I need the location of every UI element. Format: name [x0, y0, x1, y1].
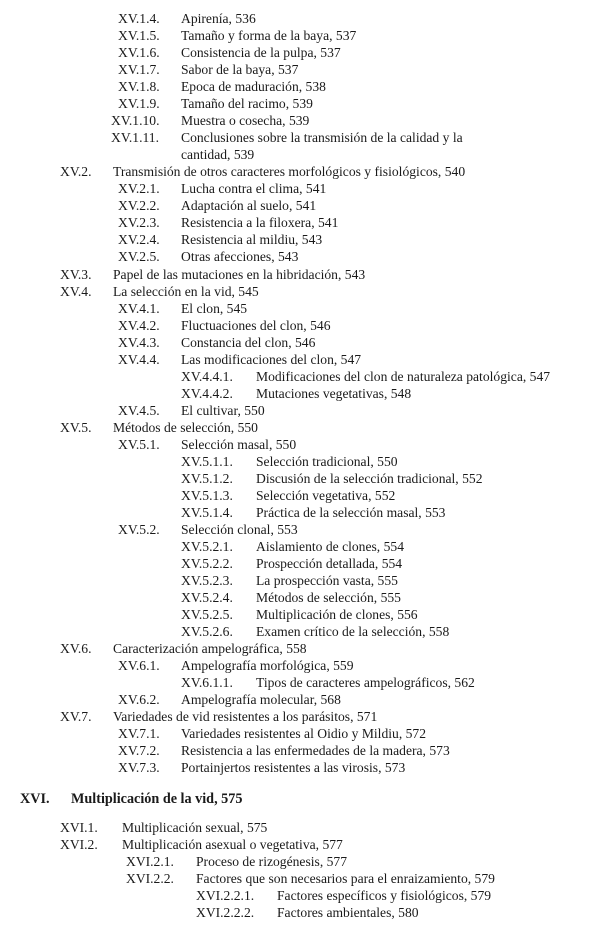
- toc-entry-number: XVI.2.2.1.: [196, 888, 255, 903]
- toc-entry-title: Resistencia al mildiu, 543: [181, 232, 323, 247]
- toc-entry-number: XV.4.5.: [118, 403, 160, 418]
- toc-entry-title: Selección vegetativa, 552: [256, 488, 396, 503]
- toc-entry-number: XV.2.: [60, 164, 92, 179]
- toc-entry-title: Apirenía, 536: [181, 11, 256, 26]
- toc-entry-number: XV.5.2.1.: [181, 539, 233, 554]
- toc-entry-number: XV.5.1.: [118, 437, 160, 452]
- toc-entry-title: Mutaciones vegetativas, 548: [256, 386, 412, 401]
- toc-entry-number: XV.5.2.4.: [181, 590, 233, 605]
- toc-entry-title: Transmisión de otros caracteres morfológicos y fisiológicos, 540: [113, 164, 466, 179]
- toc-entry-title: La prospección vasta, 555: [256, 573, 398, 588]
- toc-entry-title: Papel de las mutaciones en la hibridación, 543: [113, 267, 366, 282]
- toc-entry-number: XV.7.1.: [118, 726, 160, 741]
- toc-entry-title: Selección tradicional, 550: [256, 454, 398, 469]
- toc-entry-number: XV.5.2.6.: [181, 624, 233, 639]
- toc-entry-title: Tamaño del racimo, 539: [181, 96, 313, 111]
- toc-entry-title: Ampelografía morfológica, 559: [181, 658, 354, 673]
- toc-entry-number: XV.4.4.2.: [181, 386, 233, 401]
- toc-entry-title: Resistencia a la filoxera, 541: [181, 215, 339, 230]
- toc-entry-number: XVI.2.: [60, 837, 98, 852]
- toc-entry-number: XV.6.2.: [118, 692, 160, 707]
- toc-entry-number: XV.5.1.3.: [181, 488, 233, 503]
- toc-entry-number: XV.5.2.: [118, 522, 160, 537]
- toc-entry-title: Aislamiento de clones, 554: [256, 539, 404, 554]
- toc-entry-title: Constancia del clon, 546: [181, 335, 316, 350]
- toc-entry-number: XV.5.1.2.: [181, 471, 233, 486]
- toc-entry-title: Selección masal, 550: [181, 437, 297, 452]
- toc-entry-number: XVI.1.: [60, 820, 98, 835]
- toc-entry-number: XV.4.: [60, 284, 92, 299]
- toc-entry-number: XV.5.2.3.: [181, 573, 233, 588]
- toc-entry-title: Epoca de maduración, 538: [181, 79, 326, 94]
- toc-entry-title: Las modificaciones del clon, 547: [181, 352, 362, 367]
- toc-entry-number: XV.5.2.2.: [181, 556, 233, 571]
- toc-entry-number: XV.6.1.1.: [181, 675, 233, 690]
- toc-entry-number: XVI.2.2.2.: [196, 905, 255, 920]
- toc-entry-title: La selección en la vid, 545: [113, 284, 259, 299]
- toc-entry-title: Ampelografía molecular, 568: [181, 692, 341, 707]
- toc-entry-number: XV.1.11.: [111, 130, 159, 145]
- toc-entry-number: XV.7.: [60, 709, 92, 724]
- toc-entry-title: Selección clonal, 553: [181, 522, 298, 537]
- toc-entry-title: Adaptación al suelo, 541: [181, 198, 317, 213]
- toc-entry-number: XV.5.2.5.: [181, 607, 233, 622]
- toc-entry-number: XV.2.1.: [118, 181, 160, 196]
- toc-entry-title: Lucha contra el clima, 541: [181, 181, 327, 196]
- toc-entry-title: Métodos de selección, 550: [113, 420, 258, 435]
- toc-entry-title: Métodos de selección, 555: [256, 590, 401, 605]
- toc-entry-number: XV.7.3.: [118, 760, 160, 775]
- toc-entry-number: XV.4.2.: [118, 318, 160, 333]
- toc-entry-title: Variedades resistentes al Oidio y Mildiu, 572: [181, 726, 427, 741]
- toc-entry-number: XV.3.: [60, 267, 92, 282]
- toc-entry-title: Modificaciones del clon de naturaleza patológica, 547: [256, 369, 551, 384]
- toc-entry-number: XV.4.1.: [118, 301, 160, 316]
- toc-entry-number: XV.4.3.: [118, 335, 160, 350]
- toc-entry-number: XVI.: [20, 791, 50, 807]
- toc-entry-title: Proceso de rizogénesis, 577: [196, 854, 348, 869]
- toc-entry-number: XV.1.9.: [118, 96, 160, 111]
- toc-entry-title: Conclusiones sobre la transmisión de la calidad y la: [181, 130, 463, 145]
- toc-entry-title: Fluctuaciones del clon, 546: [181, 318, 331, 333]
- toc-entry-title: Sabor de la baya, 537: [181, 62, 299, 77]
- toc-entry-number: XV.5.1.1.: [181, 454, 233, 469]
- toc-entry-title: Portainjertos resistentes a las virosis, 573: [181, 760, 406, 775]
- toc-entry-title: Multiplicación sexual, 575: [122, 820, 268, 835]
- toc-entry-title: Multiplicación asexual o vegetativa, 577: [122, 837, 343, 852]
- toc-entry-title: Factores que son necesarios para el enraizamiento, 579: [196, 871, 495, 886]
- toc-entry-title: Otras afecciones, 543: [181, 249, 299, 264]
- toc-entry-number: XVI.2.2.: [126, 871, 174, 886]
- toc-entry-title: Variedades de vid resistentes a los parásitos, 571: [113, 709, 378, 724]
- toc-entry-title: Práctica de la selección masal, 553: [256, 505, 446, 520]
- toc-entry-number: XV.4.4.1.: [181, 369, 233, 384]
- toc-entry-number: XV.1.10.: [111, 113, 160, 128]
- toc-entry-number: XV.2.4.: [118, 232, 160, 247]
- toc-entry-number: XV.2.3.: [118, 215, 160, 230]
- toc-entry-number: XV.2.2.: [118, 198, 160, 213]
- toc-entry-title: Examen crítico de la selección, 558: [256, 624, 450, 639]
- toc-entry-title: Discusión de la selección tradicional, 552: [256, 471, 483, 486]
- toc-entry-number: XV.1.5.: [118, 28, 160, 43]
- toc-entry-number: XV.1.6.: [118, 45, 160, 60]
- toc-entry-title: Multiplicación de la vid, 575: [71, 791, 243, 807]
- toc-entry-title: Caracterización ampelográfica, 558: [113, 641, 307, 656]
- toc-entry-number: XV.1.8.: [118, 79, 160, 94]
- toc-entry-title: Tamaño y forma de la baya, 537: [181, 28, 357, 43]
- toc-entry-title: Muestra o cosecha, 539: [181, 113, 310, 128]
- toc-entry-number: XV.4.4.: [118, 352, 160, 367]
- toc-entry-number: XV.7.2.: [118, 743, 160, 758]
- toc-entry-title: Resistencia a las enfermedades de la madera, 573: [181, 743, 450, 758]
- toc-entry-number: XV.5.1.4.: [181, 505, 233, 520]
- toc-entry-number: XV.2.5.: [118, 249, 160, 264]
- toc-entry-title: Prospección detallada, 554: [256, 556, 403, 571]
- toc-entry-title: El clon, 545: [181, 301, 248, 316]
- toc-entry-title: Tipos de caracteres ampelográficos, 562: [256, 675, 475, 690]
- toc-entry-title: Factores ambientales, 580: [277, 905, 419, 920]
- toc-entry-title: Consistencia de la pulpa, 537: [181, 45, 341, 60]
- toc-entry-number: XV.1.7.: [118, 62, 160, 77]
- toc-entry-number: XV.1.4.: [118, 11, 160, 26]
- toc-entry-number: XV.6.: [60, 641, 92, 656]
- toc-entry-number: XVI.2.1.: [126, 854, 174, 869]
- toc-entry-title: Factores específicos y fisiológicos, 579: [277, 888, 492, 903]
- toc-entry-number: XV.6.1.: [118, 658, 160, 673]
- toc-entry-number: XV.5.: [60, 420, 92, 435]
- toc-entry-title: cantidad, 539: [181, 147, 255, 162]
- toc-entry-title: Multiplicación de clones, 556: [256, 607, 418, 622]
- toc-entry-title: El cultivar, 550: [181, 403, 265, 418]
